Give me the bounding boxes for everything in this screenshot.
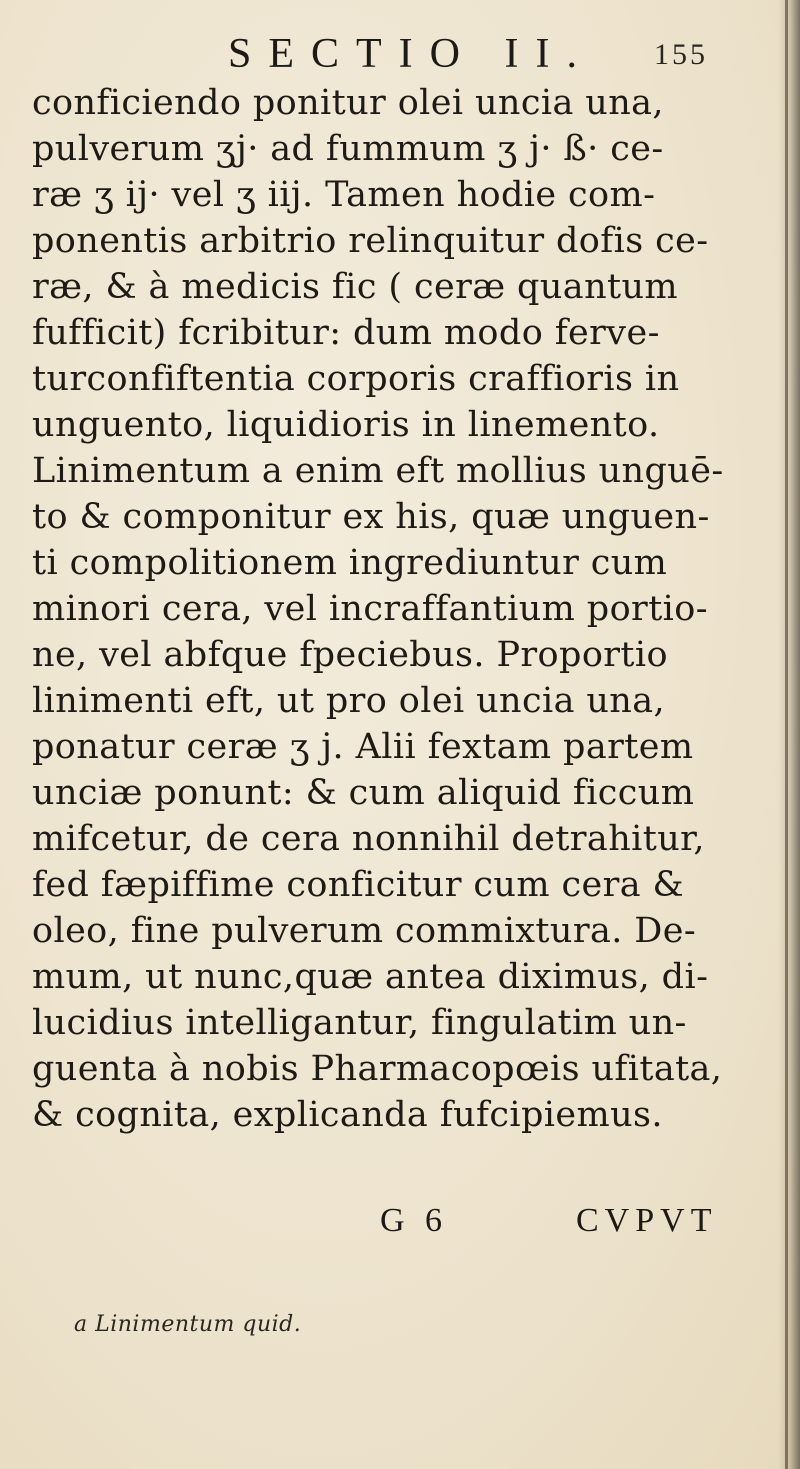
text-line: mifcetur, de cera nonnihil detrahitur, bbox=[32, 819, 705, 859]
marginal-footnote: a Linimentum quid. bbox=[74, 1312, 302, 1337]
text-line: oleo, fine pulverum commixtura. De- bbox=[32, 911, 697, 951]
text-line: guenta à nobis Pharmacopœis ufitata, bbox=[32, 1049, 723, 1089]
text-line: conficiendo ponitur olei uncia una, bbox=[32, 83, 664, 123]
text-line: unguento, liquidioris in linemento. bbox=[32, 405, 660, 445]
text-line: ponatur ceræ ʒ j. Alii fextam partem bbox=[32, 727, 694, 767]
text-line: & cognita, explicanda fufcipiemus. bbox=[32, 1095, 663, 1135]
text-line: minori cera, vel incraffantium portio- bbox=[32, 589, 708, 629]
text-line: ræ ʒ ij· vel ʒ iij. Tamen hodie com- bbox=[32, 175, 656, 215]
page-number: 155 bbox=[654, 38, 708, 71]
page-edge-line bbox=[785, 0, 788, 1469]
text-line: unciæ ponunt: & cum aliquid ficcum bbox=[32, 773, 695, 813]
text-line: ne, vel abfque fpeciebus. Proportio bbox=[32, 635, 668, 675]
text-line: ti compolitionem ingrediuntur cum bbox=[32, 543, 668, 583]
signature-mark: G 6 bbox=[380, 1202, 449, 1239]
text-line: to & componitur ex his, quæ unguen- bbox=[32, 497, 710, 537]
catchword: CVPVT bbox=[576, 1202, 718, 1239]
text-line: mum, ut nunc,quæ antea diximus, di- bbox=[32, 957, 709, 997]
text-line: pulverum ʒj· ad fummum ʒ j· ß· ce- bbox=[32, 129, 664, 169]
text-line: fed fæpiffime conficitur cum cera & bbox=[32, 865, 685, 905]
text-line: ræ, & à medicis fic ( ceræ quantum bbox=[32, 267, 679, 307]
text-line: fufficit) fcribitur: dum modo ferve- bbox=[32, 313, 660, 353]
text-line: turconfiftentia corporis craffioris in bbox=[32, 359, 680, 399]
signature-line bbox=[0, 1202, 800, 1248]
text-line: Linimentum a enim eft mollius unguē- bbox=[32, 451, 724, 491]
body-text bbox=[32, 80, 784, 1138]
text-line: lucidius intelligantur, fingulatim un- bbox=[32, 1003, 687, 1043]
text-line: ponentis arbitrio relinquitur dofis ce- bbox=[32, 221, 709, 261]
running-head bbox=[0, 30, 800, 80]
section-heading: SECTIO II. bbox=[228, 31, 594, 77]
text-line: linimenti eft, ut pro olei uncia una, bbox=[32, 681, 666, 721]
